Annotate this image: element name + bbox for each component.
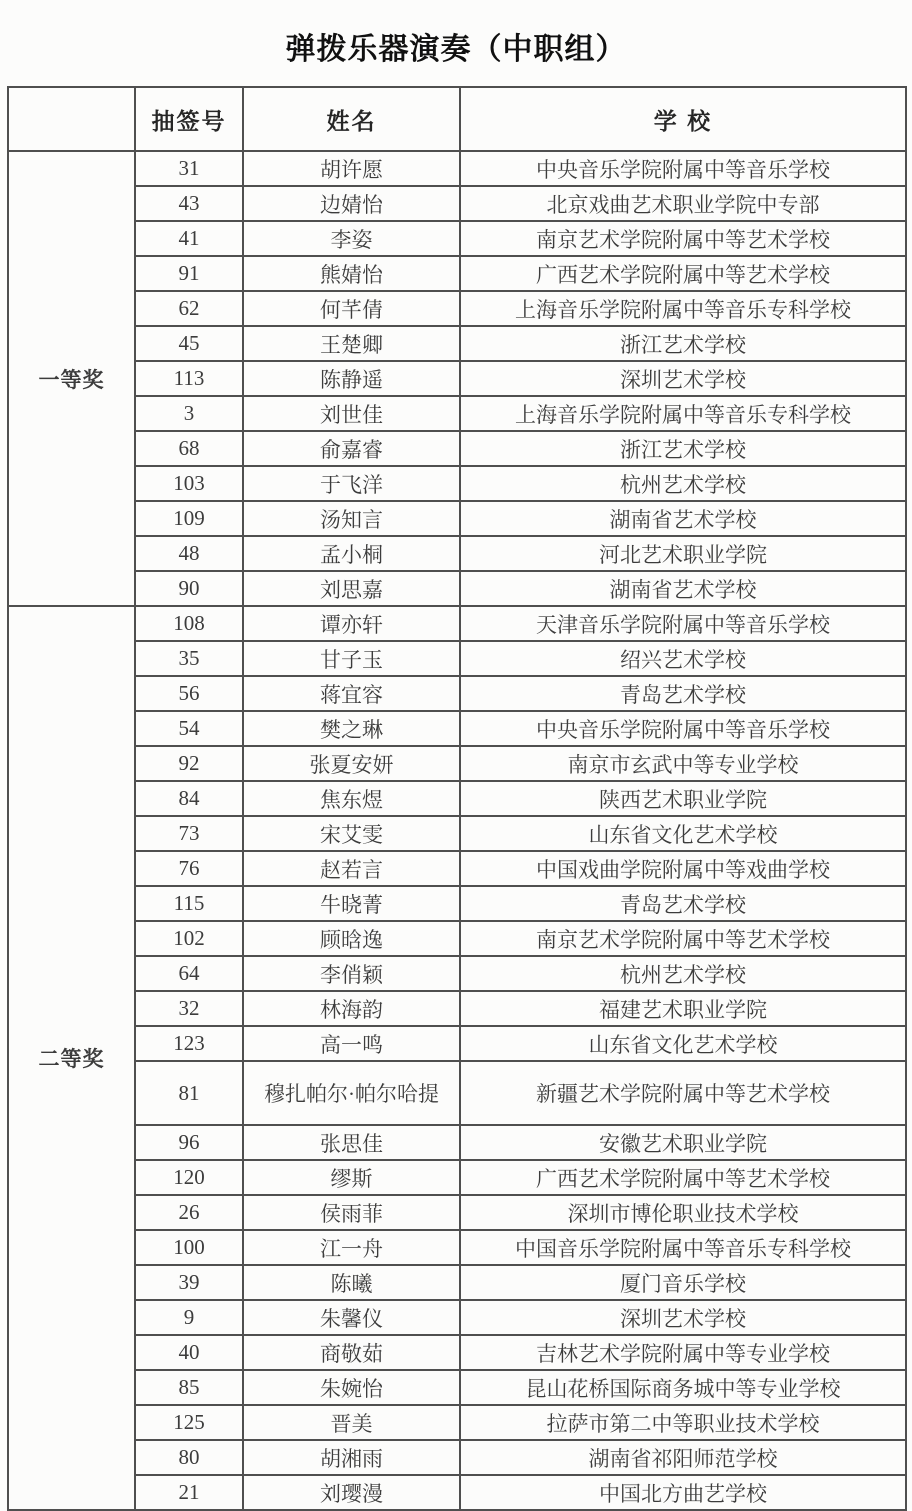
- table-row: [8, 1160, 906, 1195]
- table-row: [8, 1405, 906, 1440]
- school-cell: 北京戏曲艺术职业学院中专部: [460, 186, 906, 221]
- school-cell: 杭州艺术学校: [460, 466, 906, 501]
- table-row: [8, 676, 906, 711]
- school-cell: 中国音乐学院附属中等音乐专科学校: [460, 1230, 906, 1265]
- table-row: [8, 431, 906, 466]
- header-award-blank: [8, 87, 135, 151]
- table-row: [8, 571, 906, 606]
- name-cell: 何芊倩: [243, 291, 460, 326]
- table-row: [8, 466, 906, 501]
- draw-number-cell: 41: [135, 221, 243, 256]
- name-cell: 蒋宜容: [243, 676, 460, 711]
- table-row: [8, 501, 906, 536]
- draw-number-cell: 45: [135, 326, 243, 361]
- draw-number-cell: 113: [135, 361, 243, 396]
- table-row: [8, 151, 906, 186]
- school-cell: 绍兴艺术学校: [460, 641, 906, 676]
- table-row: [8, 1370, 906, 1405]
- name-cell: 林海韵: [243, 991, 460, 1026]
- table-row: [8, 641, 906, 676]
- draw-number-cell: 64: [135, 956, 243, 991]
- table-row: [8, 536, 906, 571]
- table-row: [8, 1026, 906, 1061]
- name-cell: 晋美: [243, 1405, 460, 1440]
- draw-number-cell: 115: [135, 886, 243, 921]
- header-row: [8, 87, 906, 151]
- name-cell: 王楚卿: [243, 326, 460, 361]
- table-row: [8, 921, 906, 956]
- draw-number-cell: 76: [135, 851, 243, 886]
- school-cell: 吉林艺术学院附属中等专业学校: [460, 1335, 906, 1370]
- name-cell: 朱馨仪: [243, 1300, 460, 1335]
- name-cell: 张夏安妍: [243, 746, 460, 781]
- school-cell: 杭州艺术学校: [460, 956, 906, 991]
- draw-number-cell: 81: [135, 1061, 243, 1125]
- draw-number-cell: 85: [135, 1370, 243, 1405]
- table-body: [8, 151, 906, 1510]
- table-row: [8, 1300, 906, 1335]
- table-row: [8, 396, 906, 431]
- table-row: [8, 816, 906, 851]
- header-school: 学 校: [460, 87, 906, 151]
- name-cell: 谭亦轩: [243, 606, 460, 641]
- school-cell: 上海音乐学院附属中等音乐专科学校: [460, 396, 906, 431]
- name-cell: 李姿: [243, 221, 460, 256]
- school-cell: 天津音乐学院附属中等音乐学校: [460, 606, 906, 641]
- draw-number-cell: 102: [135, 921, 243, 956]
- school-cell: 深圳艺术学校: [460, 361, 906, 396]
- award-group-label: 二等奖: [8, 606, 135, 1510]
- school-cell: 青岛艺术学校: [460, 886, 906, 921]
- draw-number-cell: 32: [135, 991, 243, 1026]
- school-cell: 南京市玄武中等专业学校: [460, 746, 906, 781]
- school-cell: 拉萨市第二中等职业技术学校: [460, 1405, 906, 1440]
- name-cell: 陈静遥: [243, 361, 460, 396]
- table-row: [8, 606, 906, 641]
- school-cell: 广西艺术学院附属中等艺术学校: [460, 256, 906, 291]
- draw-number-cell: 96: [135, 1125, 243, 1160]
- school-cell: 青岛艺术学校: [460, 676, 906, 711]
- school-cell: 山东省文化艺术学校: [460, 816, 906, 851]
- name-cell: 牛晓菁: [243, 886, 460, 921]
- table-row: [8, 361, 906, 396]
- draw-number-cell: 73: [135, 816, 243, 851]
- draw-number-cell: 62: [135, 291, 243, 326]
- draw-number-cell: 123: [135, 1026, 243, 1061]
- school-cell: 河北艺术职业学院: [460, 536, 906, 571]
- school-cell: 福建艺术职业学院: [460, 991, 906, 1026]
- draw-number-cell: 43: [135, 186, 243, 221]
- draw-number-cell: 92: [135, 746, 243, 781]
- award-group-label: 一等奖: [8, 151, 135, 606]
- draw-number-cell: 90: [135, 571, 243, 606]
- name-cell: 焦东煜: [243, 781, 460, 816]
- school-cell: 中国戏曲学院附属中等戏曲学校: [460, 851, 906, 886]
- table-row: [8, 221, 906, 256]
- table-row: [8, 186, 906, 221]
- name-cell: 朱婉怡: [243, 1370, 460, 1405]
- draw-number-cell: 125: [135, 1405, 243, 1440]
- name-cell: 商敬茹: [243, 1335, 460, 1370]
- name-cell: 边婧怡: [243, 186, 460, 221]
- school-cell: 南京艺术学院附属中等艺术学校: [460, 221, 906, 256]
- school-cell: 深圳市博伦职业技术学校: [460, 1195, 906, 1230]
- school-cell: 安徽艺术职业学院: [460, 1125, 906, 1160]
- name-cell: 侯雨菲: [243, 1195, 460, 1230]
- table-row: [8, 711, 906, 746]
- draw-number-cell: 80: [135, 1440, 243, 1475]
- school-cell: 湖南省艺术学校: [460, 571, 906, 606]
- table-row: [8, 851, 906, 886]
- school-cell: 中国北方曲艺学校: [460, 1475, 906, 1510]
- table-row: [8, 1265, 906, 1300]
- draw-number-cell: 109: [135, 501, 243, 536]
- table-row: [8, 1061, 906, 1125]
- page-title: 弹拨乐器演奏（中职组）: [285, 33, 627, 66]
- table-row: [8, 1440, 906, 1475]
- school-cell: 中央音乐学院附属中等音乐学校: [460, 711, 906, 746]
- results-table: [7, 86, 907, 1511]
- school-cell: 陕西艺术职业学院: [460, 781, 906, 816]
- table-row: [8, 886, 906, 921]
- name-cell: 张思佳: [243, 1125, 460, 1160]
- table-row: [8, 1195, 906, 1230]
- draw-number-cell: 84: [135, 781, 243, 816]
- draw-number-cell: 26: [135, 1195, 243, 1230]
- name-cell: 熊婧怡: [243, 256, 460, 291]
- name-cell: 缪斯: [243, 1160, 460, 1195]
- name-cell: 高一鸣: [243, 1026, 460, 1061]
- name-cell: 李俏颖: [243, 956, 460, 991]
- table-row: [8, 746, 906, 781]
- draw-number-cell: 40: [135, 1335, 243, 1370]
- school-cell: 新疆艺术学院附属中等艺术学校: [460, 1061, 906, 1125]
- table-row: [8, 781, 906, 816]
- draw-number-cell: 120: [135, 1160, 243, 1195]
- draw-number-cell: 68: [135, 431, 243, 466]
- name-cell: 赵若言: [243, 851, 460, 886]
- name-cell: 胡许愿: [243, 151, 460, 186]
- table-row: [8, 956, 906, 991]
- draw-number-cell: 39: [135, 1265, 243, 1300]
- name-cell: 樊之琳: [243, 711, 460, 746]
- school-cell: 湖南省祁阳师范学校: [460, 1440, 906, 1475]
- school-cell: 湖南省艺术学校: [460, 501, 906, 536]
- school-cell: 广西艺术学院附属中等艺术学校: [460, 1160, 906, 1195]
- school-cell: 南京艺术学院附属中等艺术学校: [460, 921, 906, 956]
- draw-number-cell: 91: [135, 256, 243, 291]
- draw-number-cell: 9: [135, 1300, 243, 1335]
- school-cell: 深圳艺术学校: [460, 1300, 906, 1335]
- table-row: [8, 1475, 906, 1510]
- name-cell: 孟小桐: [243, 536, 460, 571]
- table-row: [8, 1125, 906, 1160]
- name-cell: 刘思嘉: [243, 571, 460, 606]
- draw-number-cell: 3: [135, 396, 243, 431]
- name-cell: 刘世佳: [243, 396, 460, 431]
- school-cell: 浙江艺术学校: [460, 326, 906, 361]
- draw-number-cell: 108: [135, 606, 243, 641]
- name-cell: 俞嘉睿: [243, 431, 460, 466]
- school-cell: 昆山花桥国际商务城中等专业学校: [460, 1370, 906, 1405]
- header-draw-number: 抽签号: [135, 87, 243, 151]
- table-row: [8, 326, 906, 361]
- draw-number-cell: 54: [135, 711, 243, 746]
- school-cell: 中央音乐学院附属中等音乐学校: [460, 151, 906, 186]
- table-row: [8, 991, 906, 1026]
- name-cell: 于飞洋: [243, 466, 460, 501]
- draw-number-cell: 103: [135, 466, 243, 501]
- school-cell: 上海音乐学院附属中等音乐专科学校: [460, 291, 906, 326]
- draw-number-cell: 48: [135, 536, 243, 571]
- draw-number-cell: 35: [135, 641, 243, 676]
- draw-number-cell: 100: [135, 1230, 243, 1265]
- name-cell: 刘璎漫: [243, 1475, 460, 1510]
- table-row: [8, 1230, 906, 1265]
- name-cell: 甘子玉: [243, 641, 460, 676]
- name-cell: 胡湘雨: [243, 1440, 460, 1475]
- school-cell: 厦门音乐学校: [460, 1265, 906, 1300]
- school-cell: 山东省文化艺术学校: [460, 1026, 906, 1061]
- document-page: [0, 24, 912, 1506]
- draw-number-cell: 21: [135, 1475, 243, 1510]
- header-name: 姓名: [243, 87, 460, 151]
- draw-number-cell: 31: [135, 151, 243, 186]
- table-row: [8, 291, 906, 326]
- draw-number-cell: 56: [135, 676, 243, 711]
- name-cell: 宋艾雯: [243, 816, 460, 851]
- name-cell: 陈曦: [243, 1265, 460, 1300]
- name-cell: 顾晗逸: [243, 921, 460, 956]
- table-row: [8, 1335, 906, 1370]
- school-cell: 浙江艺术学校: [460, 431, 906, 466]
- name-cell: 穆扎帕尔·帕尔哈提: [243, 1061, 460, 1125]
- name-cell: 江一舟: [243, 1230, 460, 1265]
- table-row: [8, 256, 906, 291]
- name-cell: 汤知言: [243, 501, 460, 536]
